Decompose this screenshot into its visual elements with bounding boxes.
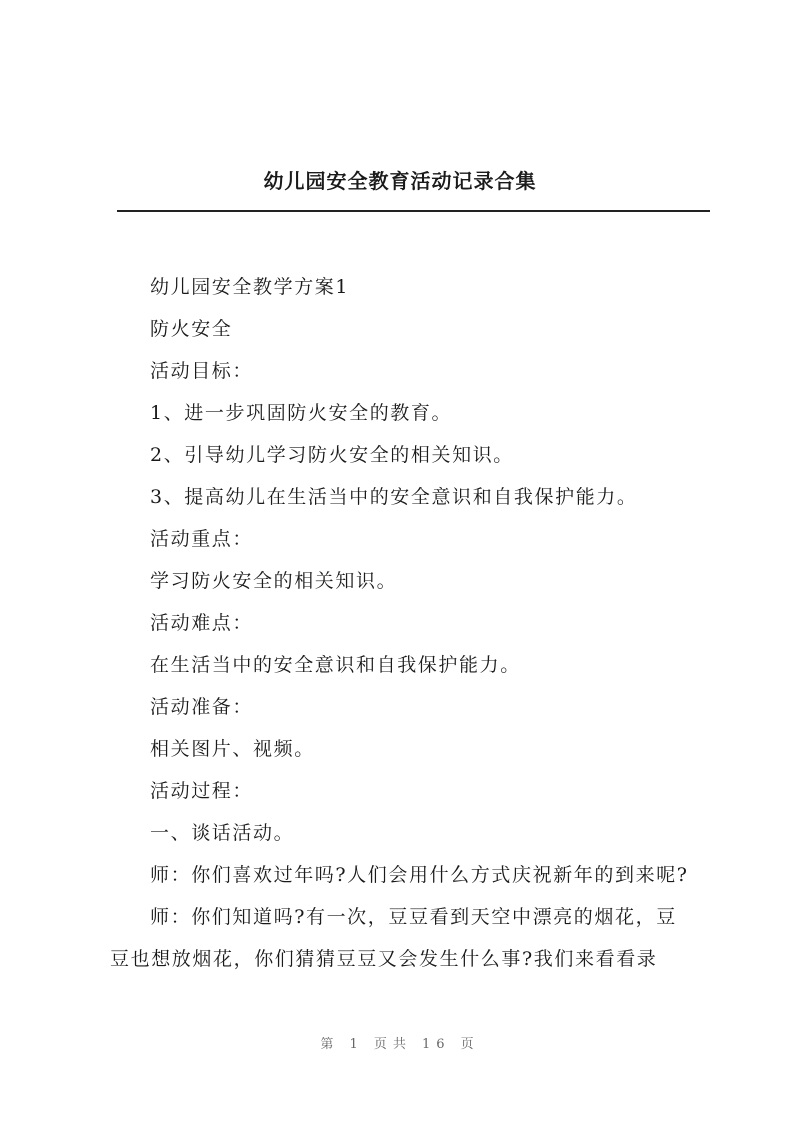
paragraph-line: 活动目标：: [150, 360, 254, 382]
paragraph-line: 活动准备：: [150, 696, 254, 718]
paragraph-line: 活动难点：: [150, 612, 254, 634]
page-number: 第 1 页共 16 页: [320, 1037, 480, 1052]
paragraph-line: 1、进一步巩固防火安全的教育。: [150, 402, 453, 424]
paragraph-line: 活动过程：: [150, 780, 254, 802]
paragraph-line: 3、提高幼儿在生活当中的安全意识和自我保护能力。: [150, 486, 638, 508]
paragraph-line: 学习防火安全的相关知识。: [150, 570, 398, 592]
paragraph-line: 相关图片、视频。: [150, 738, 315, 760]
paragraph-line: 活动重点：: [150, 528, 254, 550]
paragraph-line: 2、引导幼儿学习防火安全的相关知识。: [150, 444, 514, 466]
paragraph-line: 一、谈话活动。: [150, 822, 295, 844]
title-divider: [117, 210, 710, 212]
paragraph-line: 防火安全: [150, 318, 233, 340]
document-title: 幼儿园安全教育活动记录合集: [263, 169, 537, 193]
paragraph-line: 师：你们知道吗?有一次，豆豆看到天空中漂亮的烟花，豆: [150, 906, 677, 928]
paragraph-line: 豆也想放烟花，你们猜猜豆豆又会发生什么事?我们来看看录: [110, 948, 658, 970]
paragraph-line: 师：你们喜欢过年吗?人们会用什么方式庆祝新年的到来呢?: [150, 864, 689, 886]
paragraph-line: 幼儿园安全教学方案1: [150, 276, 350, 298]
paragraph-line: 在生活当中的安全意识和自我保护能力。: [150, 654, 521, 676]
